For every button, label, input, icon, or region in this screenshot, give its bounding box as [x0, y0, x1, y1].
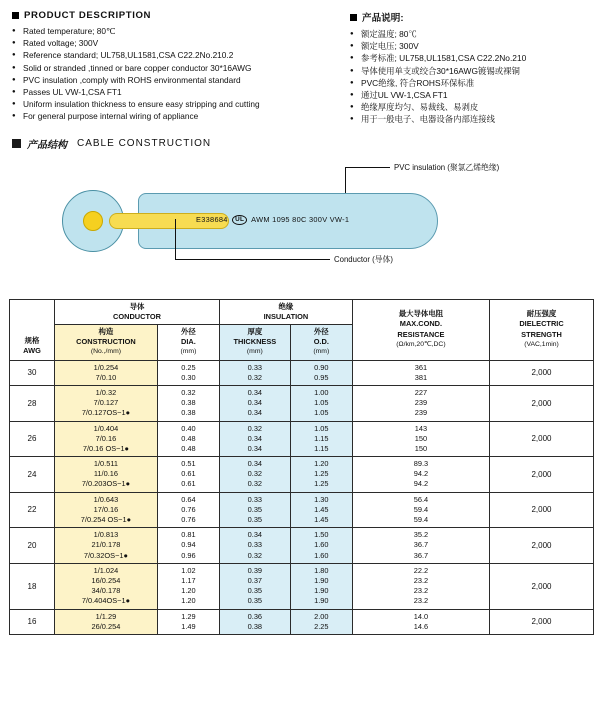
description-english-list [12, 25, 342, 123]
cell-line: 1.50 [314, 530, 329, 540]
cell-line: 1.25 [314, 469, 329, 479]
list-item: ● Rated voltage; 300V [12, 37, 342, 49]
cell-construction [55, 421, 158, 457]
cell-line: 0.64 [181, 494, 196, 504]
group-insulation-cn: 绝缘 [278, 301, 294, 311]
cell-dielectric: 2,000 [490, 421, 594, 457]
table-row [10, 563, 594, 609]
cell-line: 1.29 [181, 611, 196, 621]
cell-line: 0.32 [247, 372, 263, 382]
header-resistance-en2: RESISTANCE [397, 329, 445, 339]
description-english-title: PRODUCT DESCRIPTION [24, 10, 152, 21]
description-english-column [12, 10, 342, 126]
cell-line: 1/0.32 [95, 387, 117, 397]
cell-line: 1.02 [181, 565, 196, 575]
cell-line: 1.05 [314, 408, 329, 418]
cell-od [290, 421, 352, 457]
insulation-leader-vertical [345, 167, 346, 193]
cable-print-code: E338684 [196, 214, 228, 224]
cell-line: 7/0.10 [95, 372, 117, 382]
table-row [10, 492, 594, 528]
cell-diameter [157, 421, 219, 457]
header-diameter-cn: 外径 [181, 327, 196, 336]
cell-thickness [220, 421, 291, 457]
cable-surface-print [196, 215, 349, 225]
cell-line: 0.32 [247, 479, 263, 489]
cell-awg: 28 [10, 385, 55, 421]
cell-line: 0.38 [181, 408, 196, 418]
cell-diameter [157, 360, 219, 385]
cell-line: 2.25 [314, 621, 329, 631]
cell-line: 1.25 [314, 479, 329, 489]
header-awg-en: AWG [23, 346, 41, 356]
cell-resistance [352, 563, 489, 609]
cell-construction [55, 385, 158, 421]
construction-title-english: CABLE CONSTRUCTION [77, 137, 212, 149]
insulation-label: PVC insulation (聚氯乙烯绝缘) [394, 162, 500, 172]
cell-od [290, 360, 352, 385]
cell-construction [55, 528, 158, 564]
cell-resistance [352, 492, 489, 528]
header-od-cn: 外径 [313, 327, 329, 336]
table-row [10, 528, 594, 564]
cell-line: 23.2 [413, 596, 429, 606]
cell-line: 1/0.254 [93, 362, 119, 372]
cell-line: 89.3 [413, 459, 429, 469]
cell-dielectric: 2,000 [490, 360, 594, 385]
cell-line: 1/0.511 [93, 459, 118, 469]
header-resistance-en1: MAX.COND. [399, 319, 443, 329]
cell-line: 0.36 [247, 611, 263, 621]
header-diameter-unit: (mm) [180, 348, 197, 356]
table-row [10, 385, 594, 421]
header-resistance-unit: (Ω/km,20℃,DC) [396, 340, 446, 348]
header-od [290, 325, 352, 361]
conductor-leader-diagonal [175, 219, 176, 259]
cell-line: 1/1.024 [93, 565, 119, 575]
cell-line: 0.33 [247, 494, 263, 504]
cell-awg: 18 [10, 563, 55, 609]
cell-dielectric: 2,000 [490, 492, 594, 528]
cell-od [290, 528, 352, 564]
list-item: ● Rated temperature; 80℃ [12, 25, 342, 37]
cell-line: 0.95 [314, 372, 329, 382]
cell-line: 0.81 [181, 530, 196, 540]
cell-line: 1/1.29 [95, 611, 117, 621]
list-item: ● 用于一般电子、电器设备内部连接线 [350, 113, 587, 125]
cell-diameter [157, 492, 219, 528]
cell-line: 22.2 [413, 565, 429, 575]
cell-thickness [220, 528, 291, 564]
cell-line: 0.33 [247, 540, 263, 550]
cell-line: 1/0.404 [93, 423, 119, 433]
cell-resistance [352, 609, 489, 634]
cell-line: 2.00 [314, 611, 329, 621]
cell-line: 0.32 [247, 550, 263, 560]
cell-resistance [352, 457, 489, 493]
cable-diagram [0, 153, 603, 293]
cell-line: 7/0.254 OS−1● [80, 515, 132, 524]
cell-line: 1.05 [314, 423, 329, 433]
cell-line: 0.76 [181, 515, 196, 524]
specification-table-wrapper [0, 293, 603, 635]
construction-title-chinese: 产品结构 [27, 139, 67, 151]
cell-awg: 26 [10, 421, 55, 457]
cell-line: 7/0.127 [93, 398, 119, 408]
list-item: ● For general purpose internal wiring of appliance [12, 110, 342, 122]
cell-line: 0.34 [247, 530, 263, 540]
cell-line: 227 [414, 387, 428, 397]
cell-resistance [352, 360, 489, 385]
cell-line: 0.61 [181, 469, 196, 479]
cell-od [290, 457, 352, 493]
cell-line: 1.80 [314, 565, 329, 575]
cell-line: 36.7 [413, 550, 429, 560]
header-od-en: O.D. [313, 337, 329, 347]
cable-print-rating: AWM 1095 80C 300V VW-1 [251, 214, 350, 224]
cell-line: 14.0 [413, 611, 429, 621]
cell-construction [55, 360, 158, 385]
cell-line: 0.34 [247, 387, 263, 397]
cell-line: 0.94 [181, 540, 196, 550]
cell-line: 0.35 [247, 515, 263, 524]
header-thickness-cn: 厚度 [247, 327, 263, 336]
cell-line: 0.34 [247, 433, 263, 443]
list-item: ● Uniform insulation thickness to ensure easy stripping and cutting [12, 98, 342, 110]
cell-line: 1.45 [314, 504, 329, 514]
cell-line: 239 [414, 398, 428, 408]
cell-line: 7/0.203OS−1● [81, 479, 131, 489]
header-resistance [352, 299, 489, 360]
square-bullet-icon [350, 14, 357, 21]
cell-line: 0.39 [247, 565, 263, 575]
cell-thickness [220, 609, 291, 634]
cell-line: 0.96 [181, 550, 196, 560]
cell-awg: 16 [10, 609, 55, 634]
header-construction-unit: (No.,/mm) [90, 348, 122, 356]
description-english-heading [12, 10, 342, 21]
table-row [10, 360, 594, 385]
table-body [10, 360, 594, 634]
cell-line: 1.90 [314, 596, 329, 606]
cell-diameter [157, 528, 219, 564]
cell-line: 7/0.127OS−1● [81, 408, 131, 418]
cell-line: 0.33 [247, 362, 263, 372]
cell-line: 1.20 [181, 596, 196, 606]
cell-line: 7/0.32OS−1● [83, 550, 128, 560]
cell-line: 59.4 [413, 504, 429, 514]
header-dielectric-en2: STRENGTH [521, 329, 562, 339]
header-dielectric [490, 299, 594, 360]
square-bullet-icon [12, 12, 19, 19]
cell-line: 26/0.254 [91, 621, 121, 631]
cell-line: 150 [414, 433, 428, 443]
specification-table [9, 299, 594, 635]
cell-line: 1.90 [314, 586, 329, 596]
cell-line: 1.30 [314, 494, 329, 504]
cell-dielectric: 2,000 [490, 563, 594, 609]
list-item: ● 通过UL VW-1,CSA FT1 [350, 89, 587, 101]
cell-resistance [352, 421, 489, 457]
cell-line: 36.7 [413, 540, 429, 550]
header-awg [10, 299, 55, 360]
header-diameter-en: DIA. [181, 337, 196, 347]
cell-dielectric: 2,000 [490, 528, 594, 564]
cell-line: 17/0.16 [93, 504, 119, 514]
list-item: ● 参考标准; UL758,UL1581,CSA C22.2No.210 [350, 52, 587, 64]
cell-line: 1.17 [181, 575, 196, 585]
list-item: ● 额定温度; 80℃ [350, 28, 587, 40]
header-resistance-cn: 最大导体电阻 [398, 309, 444, 319]
cell-line: 21/0.178 [91, 540, 121, 550]
cell-construction [55, 609, 158, 634]
group-header-conductor [55, 299, 220, 324]
description-chinese-column [342, 10, 587, 126]
table-row [10, 421, 594, 457]
cell-line: 1.45 [314, 515, 329, 524]
conductor-core-icon [83, 211, 103, 231]
cell-thickness [220, 457, 291, 493]
cell-od [290, 563, 352, 609]
cell-line: 1/0.813 [93, 530, 119, 540]
cell-construction [55, 457, 158, 493]
cell-line: 7/0.16 OS−1● [82, 443, 130, 453]
cell-line: 1.15 [314, 443, 329, 453]
cell-thickness [220, 360, 291, 385]
cell-line: 143 [414, 423, 428, 433]
cell-awg: 30 [10, 360, 55, 385]
header-od-unit: (mm) [313, 348, 330, 356]
cell-line: 94.2 [413, 469, 429, 479]
cell-dielectric: 2,000 [490, 457, 594, 493]
cell-line: 34/0.178 [91, 586, 121, 596]
cell-line: 16/0.254 [91, 575, 121, 585]
cell-dielectric: 2,000 [490, 609, 594, 634]
cell-line: 0.34 [247, 408, 263, 418]
cell-line: 0.48 [181, 443, 196, 453]
cell-line: 0.34 [247, 398, 263, 408]
list-item: ● PVC insulation ,comply with ROHS environmental standard [12, 74, 342, 86]
cell-awg: 24 [10, 457, 55, 493]
header-construction [55, 325, 158, 361]
group-header-insulation [220, 299, 353, 324]
cell-resistance [352, 528, 489, 564]
list-item: ● 额定电压; 300V [350, 40, 587, 52]
cell-line: 0.35 [247, 596, 263, 606]
cable-construction-heading [12, 136, 603, 151]
header-diameter [157, 325, 219, 361]
header-dielectric-unit: (VAC,1min) [524, 340, 559, 348]
table-row [10, 609, 594, 634]
description-chinese-heading [350, 10, 587, 24]
header-thickness [220, 325, 291, 361]
list-item: ● Solid or stranded ,tinned or bare copper conductor 30*16AWG [12, 62, 342, 74]
conductor-label: Conductor (导体) [334, 254, 393, 264]
cell-line: 0.32 [181, 387, 196, 397]
cell-line: 0.38 [181, 398, 196, 408]
cell-line: 0.40 [181, 423, 196, 433]
square-bullet-icon [12, 139, 21, 148]
header-dielectric-en1: DIELECTRIC [519, 319, 564, 329]
cell-line: 56.4 [413, 494, 429, 504]
cell-resistance [352, 385, 489, 421]
cell-line: 150 [414, 443, 428, 453]
conductor-leader-horizontal [175, 259, 330, 260]
list-item: ● 绝缘厚度均匀、易裁线、易剥皮 [350, 101, 587, 113]
cell-line: 0.32 [247, 469, 263, 479]
cell-od [290, 609, 352, 634]
cell-line: 0.35 [247, 504, 263, 514]
header-construction-en: CONSTRUCTION [76, 337, 136, 347]
cell-line: 0.34 [247, 459, 263, 469]
cell-line: 1.20 [181, 586, 196, 596]
list-item: ● 导体使用单支或绞合30*16AWG镀锡或裸铜 [350, 65, 587, 77]
cell-line: 0.32 [247, 423, 263, 433]
cell-line: 7/0.404OS−1● [81, 596, 131, 606]
cell-od [290, 492, 352, 528]
group-conductor-cn: 导体 [129, 301, 145, 311]
cell-line: 35.2 [413, 530, 429, 540]
product-description-section [0, 0, 603, 126]
cell-line: 0.38 [247, 621, 263, 631]
cell-diameter [157, 457, 219, 493]
list-item: ● PVC绝缘, 符合ROHS环保标准 [350, 77, 587, 89]
cell-line: 0.51 [181, 459, 196, 469]
cell-thickness [220, 492, 291, 528]
group-conductor-en: CONDUCTOR [113, 311, 161, 321]
cell-line: 1.15 [314, 433, 329, 443]
cell-line: 0.61 [181, 479, 196, 489]
insulation-leader-horizontal [345, 167, 390, 168]
cell-line: 1.60 [314, 550, 329, 560]
cell-construction [55, 563, 158, 609]
cell-line: 0.25 [181, 362, 196, 372]
cell-line: 0.37 [247, 575, 263, 585]
description-chinese-title: 产品说明: [362, 13, 404, 24]
cell-line: 23.2 [413, 586, 429, 596]
cell-line: 361 [414, 362, 428, 372]
cell-line: 11/0.16 [93, 469, 118, 479]
cell-line: 381 [414, 372, 428, 382]
cell-awg: 22 [10, 492, 55, 528]
header-dielectric-cn: 耐压强度 [526, 309, 557, 319]
group-insulation-en: INSULATION [263, 311, 309, 321]
header-construction-cn: 构造 [98, 327, 114, 336]
list-item: ● Reference standard; UL758,UL1581,CSA C22.2No.210.2 [12, 49, 342, 61]
cell-line: 1.20 [314, 459, 329, 469]
cell-thickness [220, 385, 291, 421]
list-item: ● Passes UL VW-1,CSA FT1 [12, 86, 342, 98]
cell-od [290, 385, 352, 421]
header-thickness-unit: (mm) [246, 348, 263, 356]
table-row [10, 457, 594, 493]
cell-line: 1.90 [314, 575, 329, 585]
cell-diameter [157, 385, 219, 421]
cell-thickness [220, 563, 291, 609]
cell-line: 59.4 [413, 515, 429, 524]
cell-dielectric: 2,000 [490, 385, 594, 421]
cell-line: 0.35 [247, 586, 263, 596]
table-group-header-row [10, 299, 594, 324]
cell-line: 1.49 [181, 621, 196, 631]
header-awg-cn: 规格 [24, 336, 40, 346]
cell-line: 0.30 [181, 372, 196, 382]
cell-line: 0.48 [181, 433, 196, 443]
ul-logo-icon: UL [232, 215, 247, 225]
cell-line: 1/0.643 [93, 494, 119, 504]
cell-line: 23.2 [413, 575, 429, 585]
cell-line: 94.2 [413, 479, 429, 489]
cell-line: 0.34 [247, 443, 263, 453]
header-thickness-en: THICKNESS [233, 337, 277, 347]
cell-construction [55, 492, 158, 528]
cell-line: 14.6 [413, 621, 429, 631]
cell-line: 0.76 [181, 504, 196, 514]
cell-line: 7/0.16 [95, 433, 117, 443]
description-chinese-list [350, 28, 587, 126]
cell-line: 0.90 [314, 362, 329, 372]
cell-awg: 20 [10, 528, 55, 564]
cell-line: 239 [414, 408, 428, 418]
cell-diameter [157, 563, 219, 609]
cell-line: 1.05 [314, 398, 329, 408]
cell-line: 1.00 [314, 387, 329, 397]
cell-diameter [157, 609, 219, 634]
cell-line: 1.60 [314, 540, 329, 550]
